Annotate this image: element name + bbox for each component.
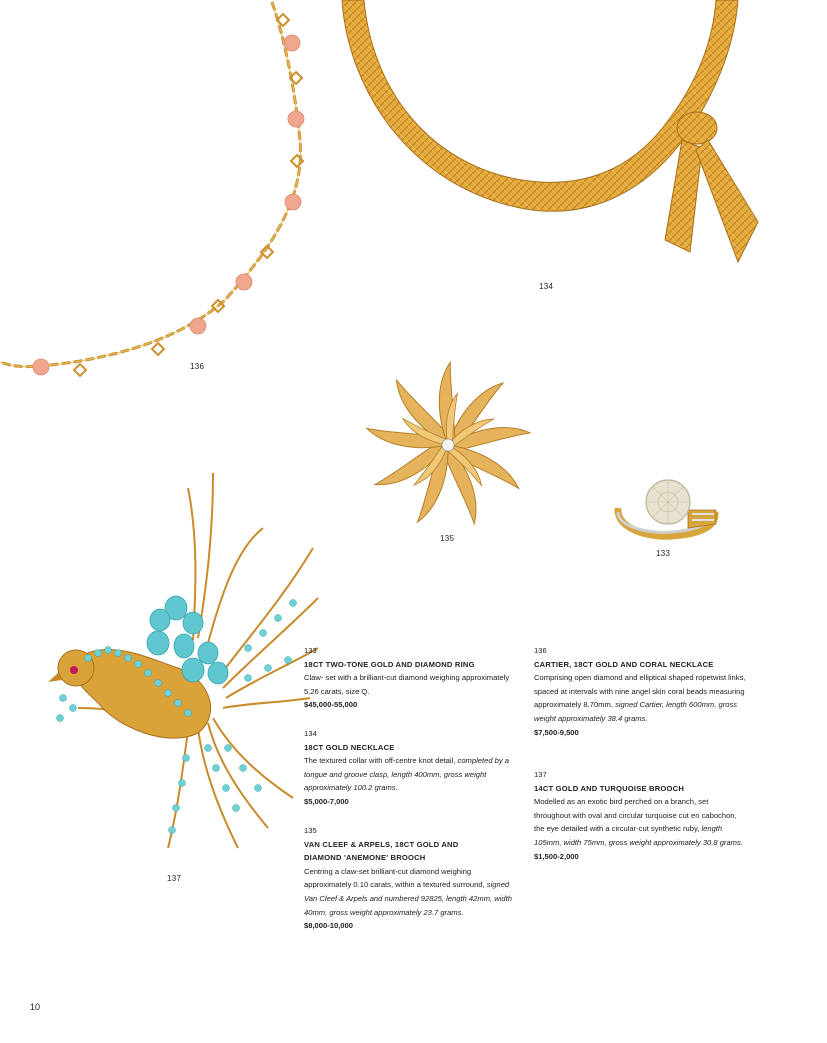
caption-134: 134 bbox=[539, 282, 554, 291]
lot-135-entry bbox=[304, 824, 516, 933]
lot-description: Centring a claw-set brilliant-cut diamond weighing approximately 0.10 carats, within a textured surround, bbox=[304, 866, 485, 890]
lot-description: Modelled as an exotic bird perched on a branch, set throughout with oval and circular turquoise cut en cabochon, the eye detailed with a circular-cut synthetic ruby, bbox=[534, 797, 737, 834]
lot-title: CARTIER, 18CT GOLD AND CORAL NECKLACE bbox=[534, 659, 714, 669]
lot-price: $8,000-10,000 bbox=[304, 921, 353, 931]
caption-133: 133 bbox=[656, 549, 671, 558]
lot-description-italic: signed Van Cleef & Arpels and numbered 92825, length 42mm, width 40mm, gross weight approximately 23.7 grams. bbox=[304, 880, 512, 917]
gold-mesh-necklace-image bbox=[330, 0, 770, 275]
lot-133-entry bbox=[304, 644, 516, 712]
lot-description-italic: length 105mm, width 75mm, gross weight approximately 30.8 grams. bbox=[534, 824, 743, 847]
lot-price: $45,000-55,000 bbox=[304, 700, 358, 710]
lot-number: 133 bbox=[304, 646, 317, 655]
lot-137-entry bbox=[534, 768, 746, 863]
lot-description: Claw- set with a brilliant-cut diamond weighing approximately 5.26 carats, size Q. bbox=[304, 673, 510, 696]
lot-price: $1,500-2,000 bbox=[534, 851, 579, 861]
diamond-ring-image bbox=[612, 478, 722, 543]
lot-title: 14CT GOLD AND TURQUOISE BROOCH bbox=[534, 783, 685, 793]
caption-137: 137 bbox=[167, 874, 182, 883]
lot-price: $7,500-9,500 bbox=[534, 727, 579, 737]
lot-description: The textured collar with off-centre knot detail, bbox=[304, 756, 456, 766]
page-number: 10 bbox=[30, 1002, 41, 1012]
caption-136: 136 bbox=[190, 362, 205, 371]
anemone-brooch-image bbox=[358, 365, 538, 525]
lot-title: VAN CLEEF & ARPELS, 18CT GOLD AND DIAMOND 'ANEMONE' BROOCH bbox=[304, 839, 459, 863]
lot-number: 135 bbox=[304, 826, 317, 835]
lot-description-italic: completed by a tongue and groove clasp, length 400mm, gross weight approximately 100.2 grams. bbox=[304, 756, 510, 793]
lot-number: 137 bbox=[534, 770, 547, 779]
bird-brooch-image bbox=[48, 468, 323, 868]
lot-number: 134 bbox=[304, 729, 317, 738]
lot-description: Comprising open diamond and elliptical shaped ropetwist links, spaced at intervals with nine angel skin coral beads measuring approximately 8.70mm, bbox=[534, 673, 746, 710]
coral-necklace-image bbox=[0, 0, 340, 400]
lot-136-entry bbox=[534, 644, 746, 739]
caption-135: 135 bbox=[440, 534, 455, 543]
lot-134-entry bbox=[304, 727, 516, 809]
lot-number: 136 bbox=[534, 646, 547, 655]
lot-description-italic: signed Cartier, length 600mm, gross weight approximately 38.4 grams. bbox=[534, 700, 738, 723]
lot-title: 18CT GOLD NECKLACE bbox=[304, 742, 395, 752]
lot-price: $5,000-7,000 bbox=[304, 796, 349, 806]
lot-title: 18CT TWO-TONE GOLD AND DIAMOND RING bbox=[304, 659, 475, 669]
